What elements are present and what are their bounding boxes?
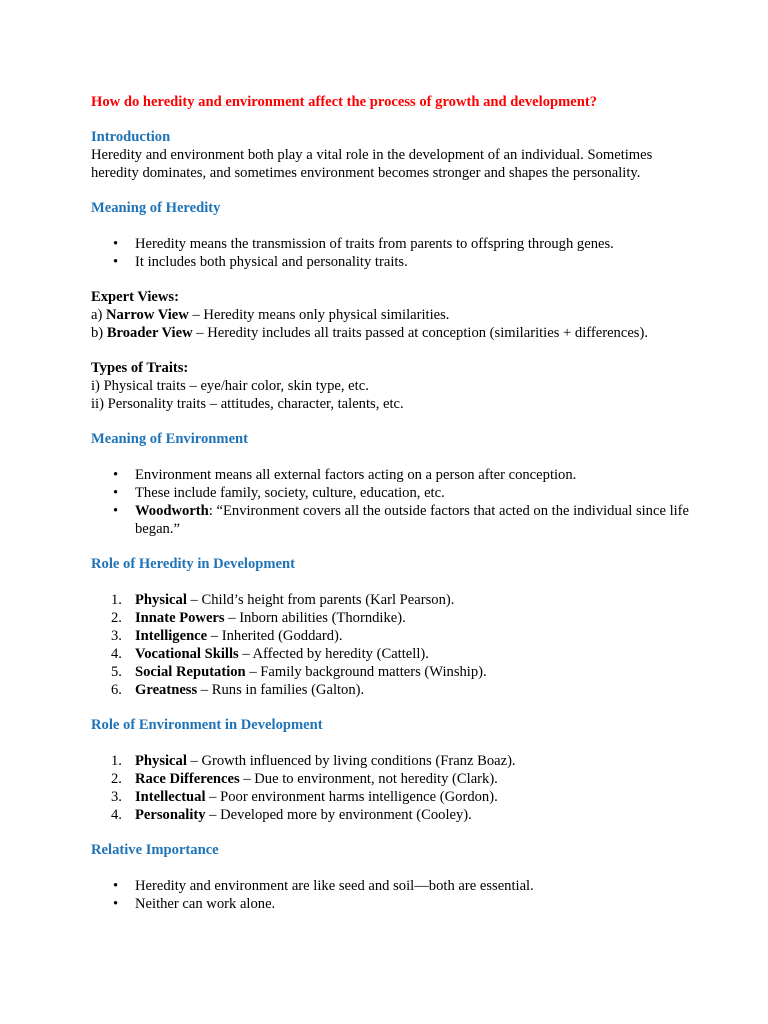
list-number: 1. [111, 592, 122, 608]
list-item [91, 235, 691, 253]
list-item-text: – Affected by heredity (Cattell). [238, 646, 429, 662]
list-item [91, 627, 691, 645]
role-environment-list [91, 752, 691, 824]
list-item-text: – Inherited (Goddard). [207, 628, 343, 644]
list-item-term: Vocational Skills [135, 646, 239, 662]
list-item [91, 752, 691, 770]
list-item-term: Intellectual [135, 789, 206, 805]
list-item-text: Neither can work alone. [135, 896, 276, 912]
list-item-text [135, 503, 689, 537]
list-item-text: – Family background matters (Winship). [245, 664, 487, 680]
list-item [91, 770, 691, 788]
relative-bullet-list [91, 877, 691, 913]
list-number: 6. [111, 682, 122, 698]
bullet-icon: • [113, 878, 119, 894]
list-item-term: Intelligence [135, 628, 208, 644]
intro-text: Heredity and environment both play a vital role in the development of an individual. Sometimes heredity dominates, and sometimes environment becomes stronger and shapes the personality. [91, 147, 653, 181]
expert-view-a [91, 306, 691, 324]
intro-heading: Introduction [91, 129, 171, 145]
list-item-term: Innate Powers [135, 610, 225, 626]
role-environment-heading: Role of Environment in Development [91, 717, 323, 733]
traits-heading [91, 359, 691, 377]
list-item-text: – Developed more by environment (Cooley). [205, 807, 472, 823]
list-number: 3. [111, 628, 122, 644]
list-number: 5. [111, 664, 122, 680]
woodworth-quote: : “Environment covers all the outside factors that acted on the individual since life began.” [135, 503, 690, 537]
expert-view-b-term: Broader View [106, 325, 193, 341]
bullet-icon: • [113, 254, 119, 270]
list-item-term: Social Reputation [135, 664, 246, 680]
list-item-text: – Due to environment, not heredity (Clark). [239, 771, 498, 787]
bullet-icon: • [113, 485, 119, 501]
list-item-term: Race Differences [135, 771, 240, 787]
list-item-term: Physical [135, 753, 187, 769]
list-item-text: – Inborn abilities (Thorndike). [224, 610, 406, 626]
bullet-icon: • [113, 236, 119, 252]
list-item-text: – Child’s height from parents (Karl Pearson). [186, 592, 455, 608]
list-item-text: These include family, society, culture, education, etc. [135, 485, 445, 501]
environment-heading: Meaning of Environment [91, 431, 249, 447]
list-item [91, 663, 691, 681]
list-item [91, 877, 691, 895]
expert-view-a-prefix: a) [91, 307, 106, 323]
expert-view-a-term: Narrow View [106, 307, 189, 323]
list-item [91, 484, 691, 502]
list-item-term: Personality [135, 807, 206, 823]
list-number: 2. [111, 771, 122, 787]
expert-view-b-prefix: b) [91, 325, 107, 341]
list-item [91, 895, 691, 913]
list-item-text: – Growth influenced by living conditions (Franz Boaz). [186, 753, 516, 769]
bullet-icon: • [113, 467, 119, 483]
list-number: 4. [111, 646, 122, 662]
list-number: 2. [111, 610, 122, 626]
list-item-text: It includes both physical and personality traits. [135, 254, 408, 270]
expert-view-b-text: – Heredity includes all traits passed at conception (similarities + differences). [192, 325, 648, 341]
traits-label: Types of Traits: [91, 360, 189, 376]
bullet-icon: • [113, 896, 119, 912]
heredity-bullet-list [91, 235, 691, 271]
document-page [91, 93, 691, 913]
list-item-term: Greatness [135, 682, 198, 698]
list-number: 1. [111, 753, 122, 769]
list-item-text: – Runs in families (Galton). [197, 682, 365, 698]
list-item [91, 645, 691, 663]
trait-physical: i) Physical traits – eye/hair color, skin type, etc. [91, 378, 369, 394]
bullet-icon: • [113, 503, 119, 519]
role-heredity-heading: Role of Heredity in Development [91, 556, 296, 572]
list-item [91, 681, 691, 699]
list-number: 4. [111, 807, 122, 823]
expert-view-b [91, 324, 691, 342]
woodworth-term: Woodworth [135, 503, 209, 519]
relative-importance-heading: Relative Importance [91, 842, 219, 858]
list-item [91, 788, 691, 806]
trait-personality: ii) Personality traits – attitudes, character, talents, etc. [91, 396, 404, 412]
list-item [91, 466, 691, 484]
environment-bullet-list [91, 466, 691, 538]
list-item [91, 253, 691, 271]
expert-view-a-text: – Heredity means only physical similarities. [188, 307, 450, 323]
heredity-heading: Meaning of Heredity [91, 200, 221, 216]
expert-views-heading [91, 288, 691, 306]
list-item [91, 502, 691, 538]
document-title: How do heredity and environment affect the process of growth and development? [91, 94, 598, 110]
role-heredity-list [91, 591, 691, 699]
list-item-text: – Poor environment harms intelligence (Gordon). [205, 789, 498, 805]
list-number: 3. [111, 789, 122, 805]
list-item-text: Heredity means the transmission of traits from parents to offspring through genes. [135, 236, 614, 252]
list-item-text: Heredity and environment are like seed and soil—both are essential. [135, 878, 534, 894]
list-item [91, 806, 691, 824]
list-item [91, 609, 691, 627]
list-item [91, 591, 691, 609]
list-item-text: Environment means all external factors acting on a person after conception. [135, 467, 577, 483]
expert-views-label: Expert Views: [91, 289, 179, 305]
list-item-term: Physical [135, 592, 187, 608]
